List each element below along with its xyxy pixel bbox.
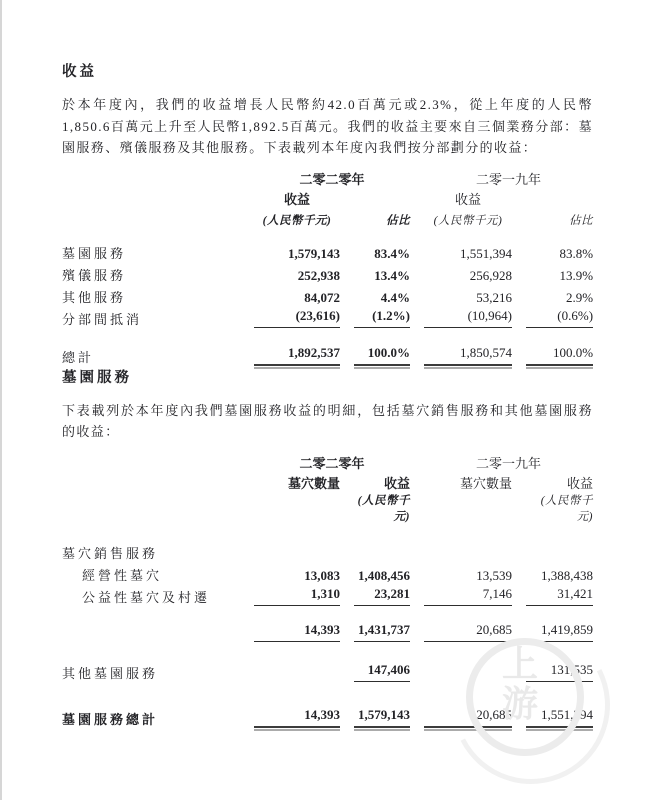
cemetery-paragraph: 下表載列於本年度內我們墓園服務收益的明細，包括墓穴銷售服務和其他墓園服務的收益： bbox=[62, 402, 593, 439]
table-group-row bbox=[62, 540, 593, 562]
cell-value: (0.6%) bbox=[526, 308, 593, 328]
plots-header-2019: 墓穴數量 bbox=[460, 475, 513, 491]
row-label: 公益性墓穴及村遷 bbox=[82, 589, 211, 605]
cell-value: 20,685 bbox=[424, 707, 512, 728]
cell-value: (23,616) bbox=[254, 308, 340, 328]
cell-value: 13,539 bbox=[476, 567, 513, 583]
row-label: 其他服務 bbox=[62, 289, 127, 305]
plots-header-2020: 墓穴數量 bbox=[287, 475, 340, 491]
revenue-col-header-2020: 收益 bbox=[283, 191, 310, 207]
row-label: 殯儀服務 bbox=[62, 267, 127, 283]
watermark-char-bottom: 游 bbox=[501, 684, 538, 724]
cell-value: 53,216 bbox=[476, 289, 513, 305]
row-label: 經營性墓穴 bbox=[82, 567, 163, 583]
table-row bbox=[62, 168, 593, 188]
cell-value: 13,083 bbox=[304, 567, 340, 583]
cell-value: 1,892,537 bbox=[254, 345, 340, 366]
row-label: 分部間抵消 bbox=[62, 311, 143, 327]
cell-value: 13.4% bbox=[374, 267, 411, 283]
cell-value: 147,406 bbox=[354, 662, 410, 682]
table-row bbox=[62, 284, 593, 306]
unit-header-2019: (人民幣千元) bbox=[540, 494, 594, 523]
cell-value: 14,393 bbox=[254, 707, 340, 728]
table-row bbox=[62, 452, 593, 472]
table-row bbox=[62, 188, 593, 208]
row-label: 墓園服務 bbox=[62, 245, 127, 261]
unit-header-2020: (人民幣千元) bbox=[357, 494, 411, 523]
revenue-col-header-2019: 收益 bbox=[455, 191, 482, 207]
cell-value: 1,551,394 bbox=[526, 707, 593, 728]
table-row bbox=[62, 208, 593, 228]
revenue-col-header-2019: 收益 bbox=[567, 475, 594, 491]
cell-value: 1,408,456 bbox=[358, 567, 411, 583]
cell-value: 1,388,438 bbox=[541, 567, 594, 583]
cell-value: 1,419,859 bbox=[526, 622, 593, 642]
cell-value: 13.9% bbox=[559, 267, 594, 283]
cell-value: 83.8% bbox=[559, 245, 594, 261]
table-row bbox=[62, 240, 593, 262]
year-2019-header: 二零一九年 bbox=[476, 455, 542, 471]
table-subtotal-row bbox=[62, 620, 593, 642]
unit-header-2019: (人民幣千元) bbox=[433, 214, 503, 227]
watermark-char-top: 上 bbox=[501, 644, 538, 684]
row-label: 墓園服務總計 bbox=[62, 711, 159, 727]
year-2019-header: 二零一九年 bbox=[476, 171, 542, 187]
section-heading-revenue: 收益 bbox=[62, 64, 97, 80]
cell-value: 100.0% bbox=[526, 345, 593, 366]
row-label: 總計 bbox=[62, 349, 95, 365]
cell-value: 1,310 bbox=[254, 586, 340, 606]
revenue-by-segment-table bbox=[62, 168, 593, 366]
table-row bbox=[62, 262, 593, 284]
table-row bbox=[62, 660, 593, 682]
page-content bbox=[62, 60, 593, 728]
cell-value: 1,551,394 bbox=[460, 245, 513, 261]
year-2020-header: 二零二零年 bbox=[299, 455, 365, 471]
cemetery-revenue-table bbox=[62, 452, 593, 728]
cell-value: 252,938 bbox=[297, 267, 340, 283]
cell-value: 1,431,737 bbox=[354, 622, 410, 642]
cell-value: 1,850,574 bbox=[424, 345, 512, 366]
cell-value: 14,393 bbox=[254, 622, 340, 642]
cell-value: 20,685 bbox=[424, 622, 512, 642]
table-row bbox=[62, 562, 593, 584]
cell-value: (1.2%) bbox=[354, 308, 410, 328]
table-row bbox=[62, 492, 593, 524]
row-label: 其他墓園服務 bbox=[62, 665, 159, 681]
share-header-2020: 佔比 bbox=[386, 214, 411, 227]
year-2020-header: 二零二零年 bbox=[299, 171, 365, 187]
cell-value: 4.4% bbox=[380, 289, 411, 305]
cell-value: 83.4% bbox=[374, 245, 411, 261]
cell-value: (10,964) bbox=[424, 308, 512, 328]
cell-value: 256,928 bbox=[469, 267, 513, 283]
cell-value: 84,072 bbox=[304, 289, 340, 305]
section-heading-cemetery: 墓園服務 bbox=[62, 369, 132, 386]
table-row bbox=[62, 306, 593, 328]
cell-value: 1,579,143 bbox=[354, 707, 410, 728]
table-row bbox=[62, 584, 593, 606]
group-label: 墓穴銷售服務 bbox=[62, 545, 159, 561]
cell-value: 2.9% bbox=[565, 289, 594, 305]
cell-value: 31,421 bbox=[526, 586, 593, 606]
share-header-2019: 佔比 bbox=[569, 214, 594, 227]
unit-header-2020: (人民幣千元) bbox=[262, 214, 332, 227]
table-row bbox=[62, 472, 593, 492]
revenue-paragraph: 於本年度內，我們的收益增長人民幣約42.0百萬元或2.3%，從上年度的人民幣1,850.6百萬元上升至人民幣1,892.5百萬元。我們的收益主要來自三個業務分部：墓園服務、殯儀服務及其他服務。下表載列本年度內我們按分部劃分的收益： bbox=[62, 97, 593, 155]
cell-value: 7,146 bbox=[424, 586, 512, 606]
revenue-col-header-2020: 收益 bbox=[384, 475, 411, 491]
table-total-row bbox=[62, 344, 593, 366]
cell-value: 1,579,143 bbox=[288, 245, 340, 261]
cell-value: 131,535 bbox=[526, 662, 593, 682]
cell-value: 23,281 bbox=[354, 586, 410, 606]
cell-value: 100.0% bbox=[354, 345, 410, 366]
table-total-row bbox=[62, 706, 593, 728]
